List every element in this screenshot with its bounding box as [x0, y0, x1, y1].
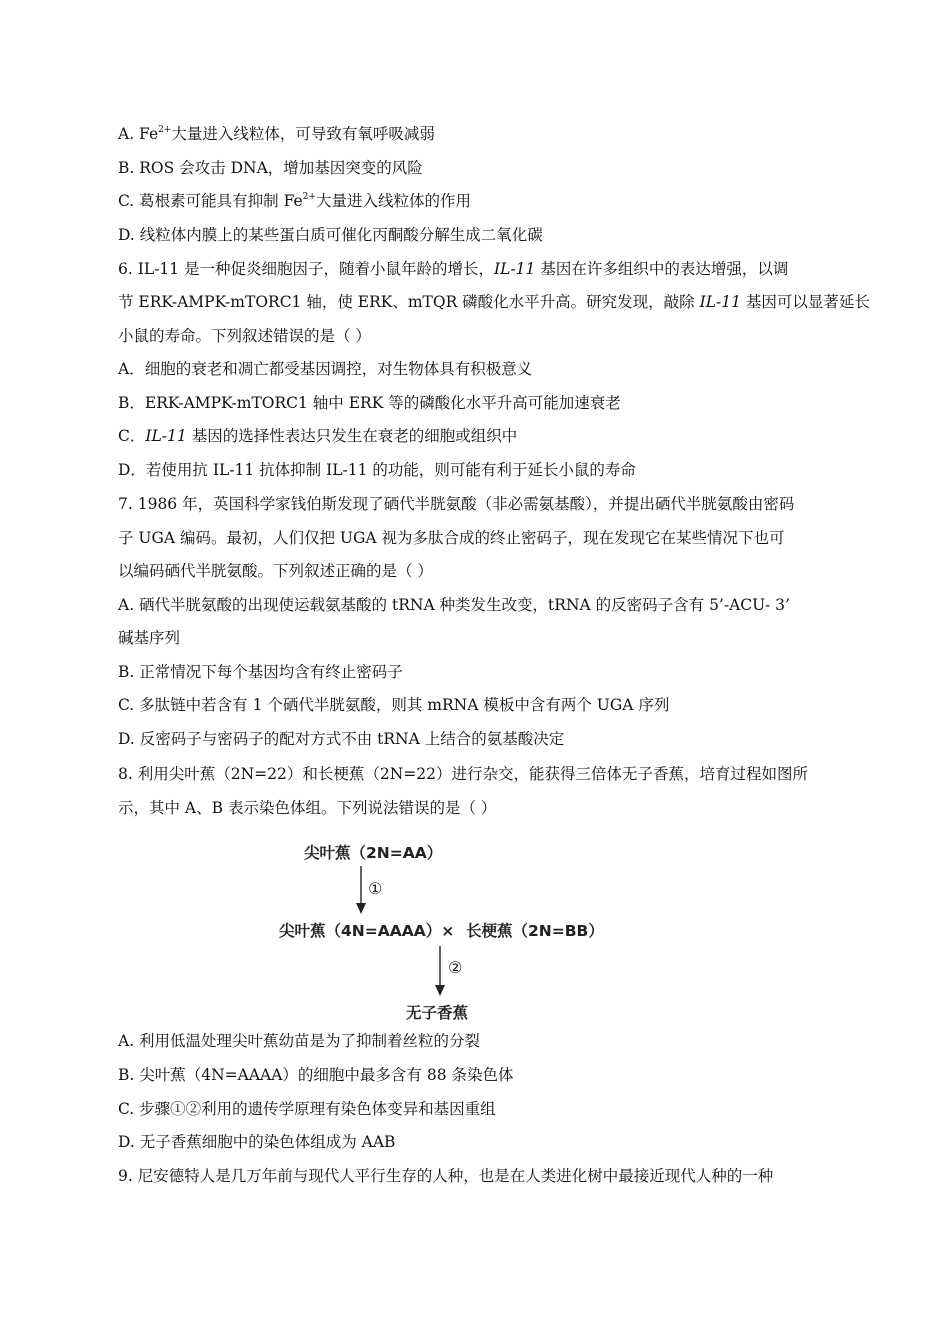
q6-option-c-text: 基因的选择性表达只发生在衰老的细胞或组织中 [186, 427, 518, 445]
q7-stem-line-1: 7. 1986 年，英国科学家钱伯斯发现了硒代半胱氨酸（非必需氨基酸），并提出硒代半胱氨酸由密码 [118, 495, 795, 513]
q5-option-b: B. ROS 会攻击 DNA，增加基因突变的风险 [118, 159, 423, 177]
q7-option-a-line-2: 碱基序列 [118, 629, 181, 647]
diagram-step2-label: ② [448, 958, 463, 977]
q6-option-d: D．若使用抗 IL-11 抗体抑制 IL-11 的功能，则可能有利于延长小鼠的寿命 [118, 461, 636, 479]
q5-option-c-text: 大量进入线粒体的作用 [315, 192, 471, 210]
diagram-bottom-label: 无子香蕉 [406, 1004, 469, 1022]
q8-option-a: A. 利用低温处理尖叶蕉幼苗是为了抑制着丝粒的分裂 [118, 1032, 481, 1050]
q5-option-a-text: 大量进入线粒体，可导致有氧呼吸减弱 [171, 125, 435, 143]
q8-option-c: C. 步骤①②利用的遗传学原理有染色体变异和基因重组 [118, 1100, 496, 1118]
q6-stem-1a: 6. IL-11 是一种促炎细胞因子，随着小鼠年龄的增长， [118, 260, 495, 278]
arrow-step2-head [435, 985, 445, 996]
q8-stem-line-1: 8. 利用尖叶蕉（2N=22）和长梗蕉（2N=22）进行杂交，能获得三倍体无子香蕉，培育过程如图所 [118, 765, 808, 783]
q7-option-c: C. 多肽链中若含有 1 个硒代半胱氨酸，则其 mRNA 模板中含有两个 UGA 序列 [118, 696, 670, 714]
q5-option-c-prefix: C. 葛根素可能具有抑制 Fe [118, 192, 303, 210]
q6-stem-2b: 基因可以显著延长 [741, 293, 870, 311]
q6-gene-name-2: IL-11 [699, 293, 741, 311]
q7-stem-line-2: 子 UGA 编码。最初，人们仅把 UGA 视为多肽合成的终止密码子，现在发现它在某些情况下也可 [118, 529, 785, 547]
q6-gene-name: IL-11 [494, 260, 536, 278]
q6-option-b: B．ERK-AMPK-mTORC1 轴中 ERK 等的磷酸化水平升高可能加速衰老 [118, 394, 621, 412]
diagram-middle-left-label: 尖叶蕉（4N=AAAA）× [279, 922, 455, 940]
q5-option-d: D. 线粒体内膜上的某些蛋白质可催化丙酮酸分解生成二氧化碳 [118, 226, 543, 244]
q8-option-b: B. 尖叶蕉（4N=AAAA）的细胞中最多含有 88 条染色体 [118, 1066, 514, 1084]
q5-option-a-prefix: A. Fe [118, 125, 159, 143]
q6-stem-line-3: 小鼠的寿命。下列叙述错误的是（ ） [118, 327, 371, 345]
q8-stem-line-2: 示，其中 A、B 表示染色体组。下列说法错误的是（ ） [118, 799, 497, 817]
q6-stem-2a: 节 ERK-AMPK-mTORC1 轴，使 ERK、mTQR 磷酸化水平升高。研究发现，敲除 [118, 293, 700, 311]
diagram-top-label: 尖叶蕉（2N=AA） [304, 844, 443, 862]
q5-option-a-superscript: 2+ [158, 124, 172, 135]
q6-option-c-prefix: C． [118, 427, 146, 445]
q8-option-d: D. 无子香蕉细胞中的染色体组成为 AAB [118, 1133, 396, 1151]
q5-option-c-superscript: 2+ [302, 191, 316, 202]
q7-stem-line-3: 以编码硒代半胱氨酸。下列叙述正确的是（ ） [118, 562, 433, 580]
q6-stem-1b: 基因在许多组织中的表达增强，以调 [535, 260, 789, 278]
q6-option-a: A．细胞的衰老和凋亡都受基因调控，对生物体具有积极意义 [118, 360, 533, 378]
q7-option-b: B. 正常情况下每个基因均含有终止密码子 [118, 663, 403, 681]
diagram-step1-label: ① [368, 879, 383, 898]
arrow-step1-head [356, 903, 366, 914]
q7-option-d: D. 反密码子与密码子的配对方式不由 tRNA 上结合的氨基酸决定 [118, 730, 565, 748]
q7-option-a-line-1: A. 硒代半胱氨酸的出现使运载氨基酸的 tRNA 种类发生改变，tRNA 的反密码子含有 5’-ACU- 3’ [118, 596, 790, 614]
q6-option-c-gene: IL-11 [145, 427, 187, 445]
q9-stem-line-1: 9. 尼安德特人是几万年前与现代人平行生存的人种，也是在人类进化树中最接近现代人种的一种 [118, 1167, 774, 1185]
diagram-middle-right-label: 长梗蕉（2N=BB） [466, 922, 604, 940]
